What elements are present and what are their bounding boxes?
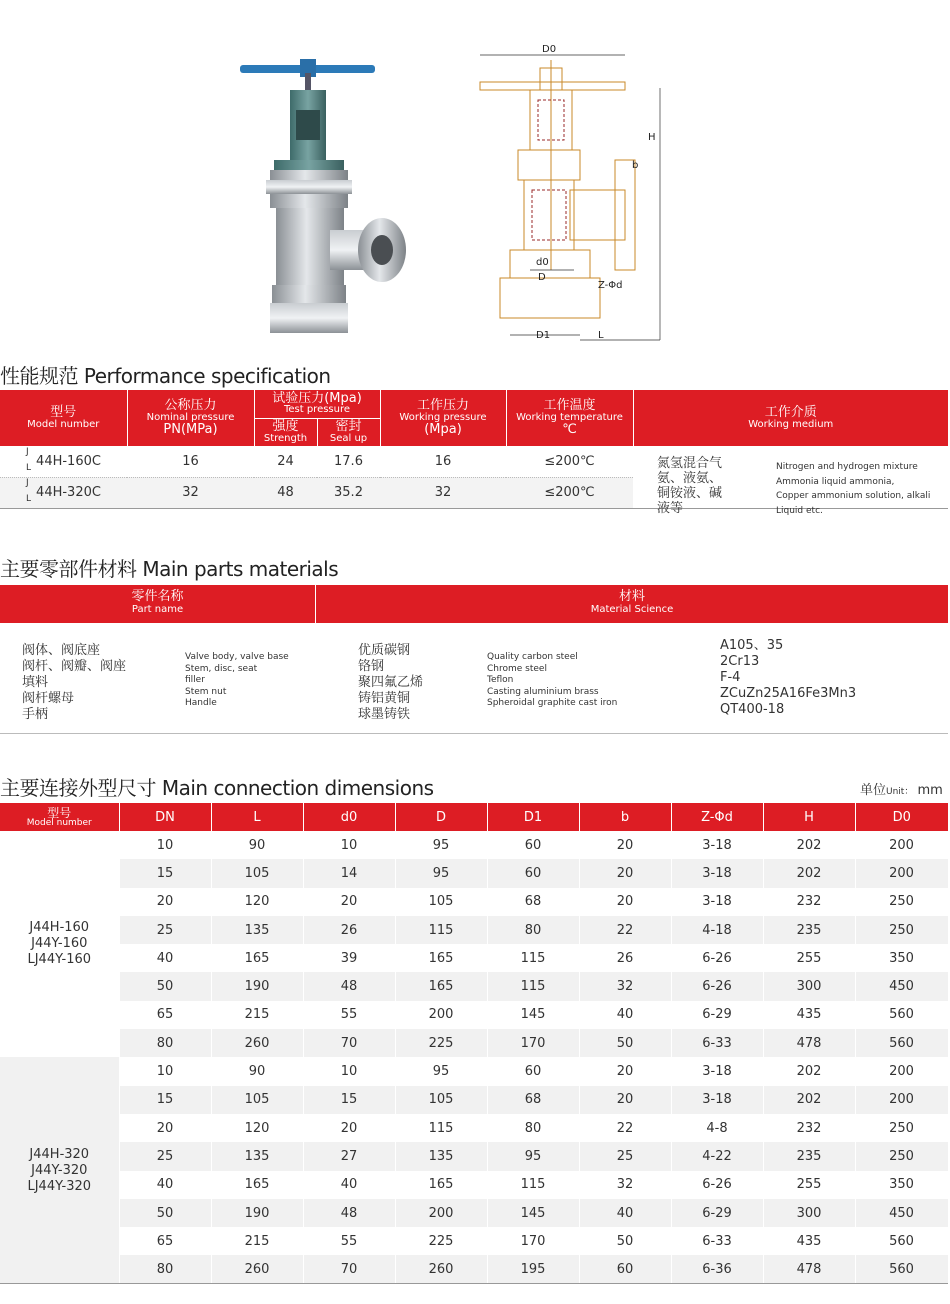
- dim-cell: 120: [211, 888, 303, 916]
- dim-cell: 32: [579, 972, 671, 1000]
- dim-cell: 6-33: [671, 1029, 763, 1057]
- dim-cell: 435: [763, 1001, 855, 1029]
- header-D0: D0: [855, 803, 948, 831]
- dim-cell: 120: [211, 1114, 303, 1142]
- dim-cell: 165: [211, 944, 303, 972]
- model-name: J44H-320: [29, 1146, 90, 1162]
- header-nominal-pressure: 公称压力 Nominal pressure PN(MPa): [127, 390, 254, 446]
- unit-label: 单位Unit： mm: [860, 783, 943, 798]
- parts-table-header: [0, 585, 948, 623]
- model-cell: J 44H-160C L: [26, 446, 101, 473]
- dim-cell: 200: [855, 1057, 948, 1085]
- header-seal: 密封 Seal up: [317, 418, 380, 446]
- dim-cell: 22: [579, 916, 671, 944]
- part-name-en-list: Valve body, valve base Stem, disc, seat filler Stem nut Handle: [185, 652, 289, 708]
- seal-cell: 17.6: [317, 446, 380, 477]
- dim-cell: 20: [579, 1086, 671, 1114]
- model-name: LJ44Y-160: [27, 952, 92, 968]
- table-row: [0, 944, 948, 972]
- table-row: [0, 1057, 948, 1085]
- dim-cell: 95: [395, 859, 487, 887]
- dim-cell: 190: [211, 1199, 303, 1227]
- dim-cell: 6-26: [671, 944, 763, 972]
- section-title-parts: [0, 553, 338, 582]
- section-title-en: Performance specification: [83, 364, 331, 388]
- dim-cell: 260: [211, 1255, 303, 1283]
- dim-cell: 4-8: [671, 1114, 763, 1142]
- section-title-en: Main connection dimensions: [161, 776, 434, 800]
- header-model: 型号 Model number: [0, 803, 119, 831]
- dim-cell: 40: [119, 1171, 211, 1199]
- label-D0: D0: [542, 44, 557, 55]
- part-name-cn-list: 阀体、阀底座 阀杆、阀瓣、阀座 填料 阀杆螺母 手柄: [22, 643, 127, 722]
- strength-cell: 48: [254, 477, 317, 508]
- model-cell: J 44H-320C L: [26, 478, 101, 504]
- dim-cell: 478: [763, 1255, 855, 1283]
- model-name: LJ44Y-320: [27, 1178, 92, 1194]
- dim-cell: 202: [763, 859, 855, 887]
- dim-cell: 105: [211, 859, 303, 887]
- table-row: [0, 1001, 948, 1029]
- dim-cell: 27: [303, 1142, 395, 1170]
- seal-cell: 35.2: [317, 477, 380, 508]
- temp-cell: ≤200℃: [506, 446, 633, 477]
- dim-cell: 190: [211, 972, 303, 1000]
- section-title-performance: [0, 360, 331, 389]
- header-working-temperature: 工作温度 Working temperature ℃: [506, 390, 633, 446]
- dim-cell: 105: [211, 1086, 303, 1114]
- table-row: [0, 1227, 948, 1255]
- dim-cell: 40: [579, 1001, 671, 1029]
- dim-cell: 15: [119, 1086, 211, 1114]
- dim-cell: 50: [119, 972, 211, 1000]
- header-strength: 强度 Strength: [254, 418, 317, 446]
- table-row: [0, 1114, 948, 1142]
- label-H: H: [648, 132, 656, 143]
- dim-cell: 39: [303, 944, 395, 972]
- dim-cell: 20: [579, 859, 671, 887]
- header-part-name: 零件名称 Part name: [0, 585, 315, 623]
- dim-cell: 95: [487, 1142, 579, 1170]
- dim-cell: 15: [119, 859, 211, 887]
- dim-cell: 60: [487, 831, 579, 859]
- table-row: [0, 1199, 948, 1227]
- dim-cell: 250: [855, 888, 948, 916]
- temp-cell: ≤200℃: [506, 477, 633, 508]
- dim-cell: 165: [395, 944, 487, 972]
- table-row: [0, 888, 948, 916]
- header-d0: d0: [303, 803, 395, 831]
- dim-cell: 25: [119, 916, 211, 944]
- dim-cell: 202: [763, 1086, 855, 1114]
- dim-cell: 195: [487, 1255, 579, 1283]
- table-row: [0, 1255, 948, 1283]
- dim-cell: 22: [579, 1114, 671, 1142]
- header-DN: DN: [119, 803, 211, 831]
- dim-cell: 10: [303, 1057, 395, 1085]
- dim-cell: 40: [119, 944, 211, 972]
- model-name: J44H-160: [29, 920, 90, 936]
- strength-cell: 24: [254, 446, 317, 477]
- dim-cell: 300: [763, 1199, 855, 1227]
- dim-cell: 200: [855, 1086, 948, 1114]
- material-cn-list: 优质碳钢 铬钢 聚四氟乙烯 铸铝黄铜 球墨铸铁: [358, 643, 424, 722]
- material-grade-list: A105、35 2Cr13 F-4 ZCuZn25A16Fe3Mn3 QT400-18: [720, 638, 857, 717]
- dim-cell: 478: [763, 1029, 855, 1057]
- dim-cell: 135: [211, 1142, 303, 1170]
- dim-cell: 15: [303, 1086, 395, 1114]
- section-title-cn: 主要连接外型尺寸: [0, 776, 156, 800]
- dim-cell: 6-29: [671, 1001, 763, 1029]
- dim-cell: 90: [211, 831, 303, 859]
- table-row: [0, 1029, 948, 1057]
- dim-cell: 165: [395, 1171, 487, 1199]
- dim-cell: 215: [211, 1227, 303, 1255]
- dim-cell: 145: [487, 1001, 579, 1029]
- dim-cell: 450: [855, 1199, 948, 1227]
- header-b: b: [579, 803, 671, 831]
- dim-cell: 10: [119, 1057, 211, 1085]
- table-row: [0, 1142, 948, 1170]
- dim-cell: 65: [119, 1227, 211, 1255]
- dim-cell: 250: [855, 1142, 948, 1170]
- label-b: b: [632, 160, 639, 171]
- pn-cell: 16: [127, 446, 254, 477]
- dim-cell: 215: [211, 1001, 303, 1029]
- dim-cell: 68: [487, 888, 579, 916]
- dim-cell: 300: [763, 972, 855, 1000]
- dim-cell: 95: [395, 831, 487, 859]
- dim-cell: 170: [487, 1029, 579, 1057]
- divider: [0, 1283, 948, 1284]
- dim-cell: 350: [855, 944, 948, 972]
- dim-cell: 50: [579, 1227, 671, 1255]
- dim-cell: 4-22: [671, 1142, 763, 1170]
- header-working-medium: 工作介质 Working medium: [633, 390, 948, 446]
- dim-cell: 80: [487, 1114, 579, 1142]
- label-L: L: [598, 330, 604, 341]
- dim-cell: 232: [763, 1114, 855, 1142]
- dim-cell: 40: [303, 1171, 395, 1199]
- dim-cell: 25: [579, 1142, 671, 1170]
- dim-cell: 250: [855, 916, 948, 944]
- table-row: [0, 859, 948, 887]
- dim-cell: 10: [303, 831, 395, 859]
- label-D1: D1: [536, 330, 551, 341]
- dim-cell: 560: [855, 1255, 948, 1283]
- dim-cell: 225: [395, 1029, 487, 1057]
- label-D: D: [538, 272, 546, 283]
- model-group-cell: [0, 1057, 119, 1283]
- dim-cell: 260: [395, 1255, 487, 1283]
- dim-cell: 65: [119, 1001, 211, 1029]
- dim-cell: 6-29: [671, 1199, 763, 1227]
- dim-cell: 3-18: [671, 859, 763, 887]
- dim-cell: 55: [303, 1001, 395, 1029]
- dim-cell: 4-18: [671, 916, 763, 944]
- divider: [0, 733, 948, 734]
- dim-cell: 450: [855, 972, 948, 1000]
- dim-cell: 200: [395, 1001, 487, 1029]
- dim-cell: 20: [303, 888, 395, 916]
- dim-cell: 6-33: [671, 1227, 763, 1255]
- dim-cell: 105: [395, 888, 487, 916]
- table-row: [0, 972, 948, 1000]
- dim-cell: 165: [395, 972, 487, 1000]
- pn-cell: 32: [127, 477, 254, 508]
- dim-cell: 20: [119, 1114, 211, 1142]
- dim-cell: 255: [763, 944, 855, 972]
- header-working-pressure: 工作压力 Working pressure (Mpa): [380, 390, 506, 446]
- section-title-cn: 主要零部件材料: [0, 557, 137, 581]
- dim-cell: 250: [855, 1114, 948, 1142]
- header-L: L: [211, 803, 303, 831]
- header-Z-phi-d: Z-Φd: [671, 803, 763, 831]
- model-name: J44Y-320: [31, 1162, 88, 1178]
- dim-cell: 145: [487, 1199, 579, 1227]
- dim-cell: 115: [487, 972, 579, 1000]
- dim-cell: 3-18: [671, 831, 763, 859]
- dim-cell: 60: [487, 1057, 579, 1085]
- dim-cell: 95: [395, 1057, 487, 1085]
- header-model: 型号 Model number: [0, 390, 127, 446]
- model-group-cell: [0, 831, 119, 1057]
- medium-en-text: Nitrogen and hydrogen mixture Ammonia liquid ammonia, Copper ammonium solution, alkali Liquid etc.: [776, 462, 931, 516]
- dim-cell: 135: [211, 916, 303, 944]
- section-title-cn: 性能规范: [0, 364, 78, 388]
- dim-cell: 70: [303, 1255, 395, 1283]
- dim-cell: 200: [855, 859, 948, 887]
- dim-cell: 20: [303, 1114, 395, 1142]
- dim-cell: 70: [303, 1029, 395, 1057]
- dim-cell: 32: [579, 1171, 671, 1199]
- medium-cn-text: 氮氢混合气 氨、液氨、 铜铵液、碱 液等: [657, 456, 723, 516]
- dim-cell: 3-18: [671, 1057, 763, 1085]
- dim-cell: 202: [763, 1057, 855, 1085]
- dimensions-table: [0, 803, 949, 1284]
- dim-cell: 232: [763, 888, 855, 916]
- model-name: J44Y-160: [31, 936, 88, 952]
- dim-cell: 48: [303, 972, 395, 1000]
- dim-cell: 6-36: [671, 1255, 763, 1283]
- header-H: H: [763, 803, 855, 831]
- dim-cell: 225: [395, 1227, 487, 1255]
- dim-cell: 40: [579, 1199, 671, 1227]
- dim-cell: 560: [855, 1001, 948, 1029]
- label-Z-phi-d: Z-Φd: [598, 280, 623, 291]
- dim-cell: 115: [487, 1171, 579, 1199]
- header-D: D: [395, 803, 487, 831]
- dim-cell: 25: [119, 1142, 211, 1170]
- dim-cell: 6-26: [671, 1171, 763, 1199]
- header-material: 材料 Material Science: [316, 585, 948, 623]
- dim-cell: 20: [579, 1057, 671, 1085]
- dim-cell: 115: [395, 1114, 487, 1142]
- dim-cell: 202: [763, 831, 855, 859]
- dim-cell: 165: [211, 1171, 303, 1199]
- dim-cell: 560: [855, 1227, 948, 1255]
- table-row: [0, 916, 948, 944]
- dim-cell: 235: [763, 916, 855, 944]
- dim-cell: 50: [579, 1029, 671, 1057]
- table-row: [0, 831, 948, 859]
- working-cell: 32: [380, 477, 506, 508]
- dim-cell: 3-18: [671, 888, 763, 916]
- dim-cell: 115: [395, 916, 487, 944]
- dim-cell: 20: [119, 888, 211, 916]
- dim-cell: 26: [303, 916, 395, 944]
- dim-cell: 60: [579, 1255, 671, 1283]
- dim-cell: 255: [763, 1171, 855, 1199]
- dim-cell: 105: [395, 1086, 487, 1114]
- dim-cell: 170: [487, 1227, 579, 1255]
- dim-cell: 350: [855, 1171, 948, 1199]
- dim-cell: 14: [303, 859, 395, 887]
- dim-cell: 6-26: [671, 972, 763, 1000]
- section-title-en: Main parts materials: [142, 557, 339, 581]
- section-title-dimensions: [0, 772, 434, 801]
- dim-cell: 60: [487, 859, 579, 887]
- dim-cell: 10: [119, 831, 211, 859]
- dim-cell: 3-18: [671, 1086, 763, 1114]
- dim-cell: 135: [395, 1142, 487, 1170]
- dim-cell: 50: [119, 1199, 211, 1227]
- dim-cell: 48: [303, 1199, 395, 1227]
- dim-cell: 20: [579, 831, 671, 859]
- dim-cell: 200: [395, 1199, 487, 1227]
- dim-cell: 435: [763, 1227, 855, 1255]
- valve-photo: [230, 55, 420, 345]
- valve-section-drawing: [470, 40, 670, 350]
- dim-cell: 80: [487, 916, 579, 944]
- working-cell: 16: [380, 446, 506, 477]
- dim-cell: 26: [579, 944, 671, 972]
- dim-cell: 80: [119, 1029, 211, 1057]
- dim-cell: 80: [119, 1255, 211, 1283]
- dim-cell: 560: [855, 1029, 948, 1057]
- dim-cell: 115: [487, 944, 579, 972]
- dim-cell: 55: [303, 1227, 395, 1255]
- dim-cell: 20: [579, 888, 671, 916]
- dim-cell: 260: [211, 1029, 303, 1057]
- header-test-pressure: 试验压力(Mpa) Test pressure: [254, 390, 380, 418]
- dim-cell: 235: [763, 1142, 855, 1170]
- dim-cell: 200: [855, 831, 948, 859]
- material-en-list: Quality carbon steel Chrome steel Teflon Casting aluminium brass Spheroidal graphite cast iron: [487, 652, 618, 708]
- header-D1: D1: [487, 803, 579, 831]
- label-d0: d0: [536, 257, 549, 268]
- table-row: [0, 1086, 948, 1114]
- dim-cell: 68: [487, 1086, 579, 1114]
- dim-cell: 90: [211, 1057, 303, 1085]
- table-row: [0, 1171, 948, 1199]
